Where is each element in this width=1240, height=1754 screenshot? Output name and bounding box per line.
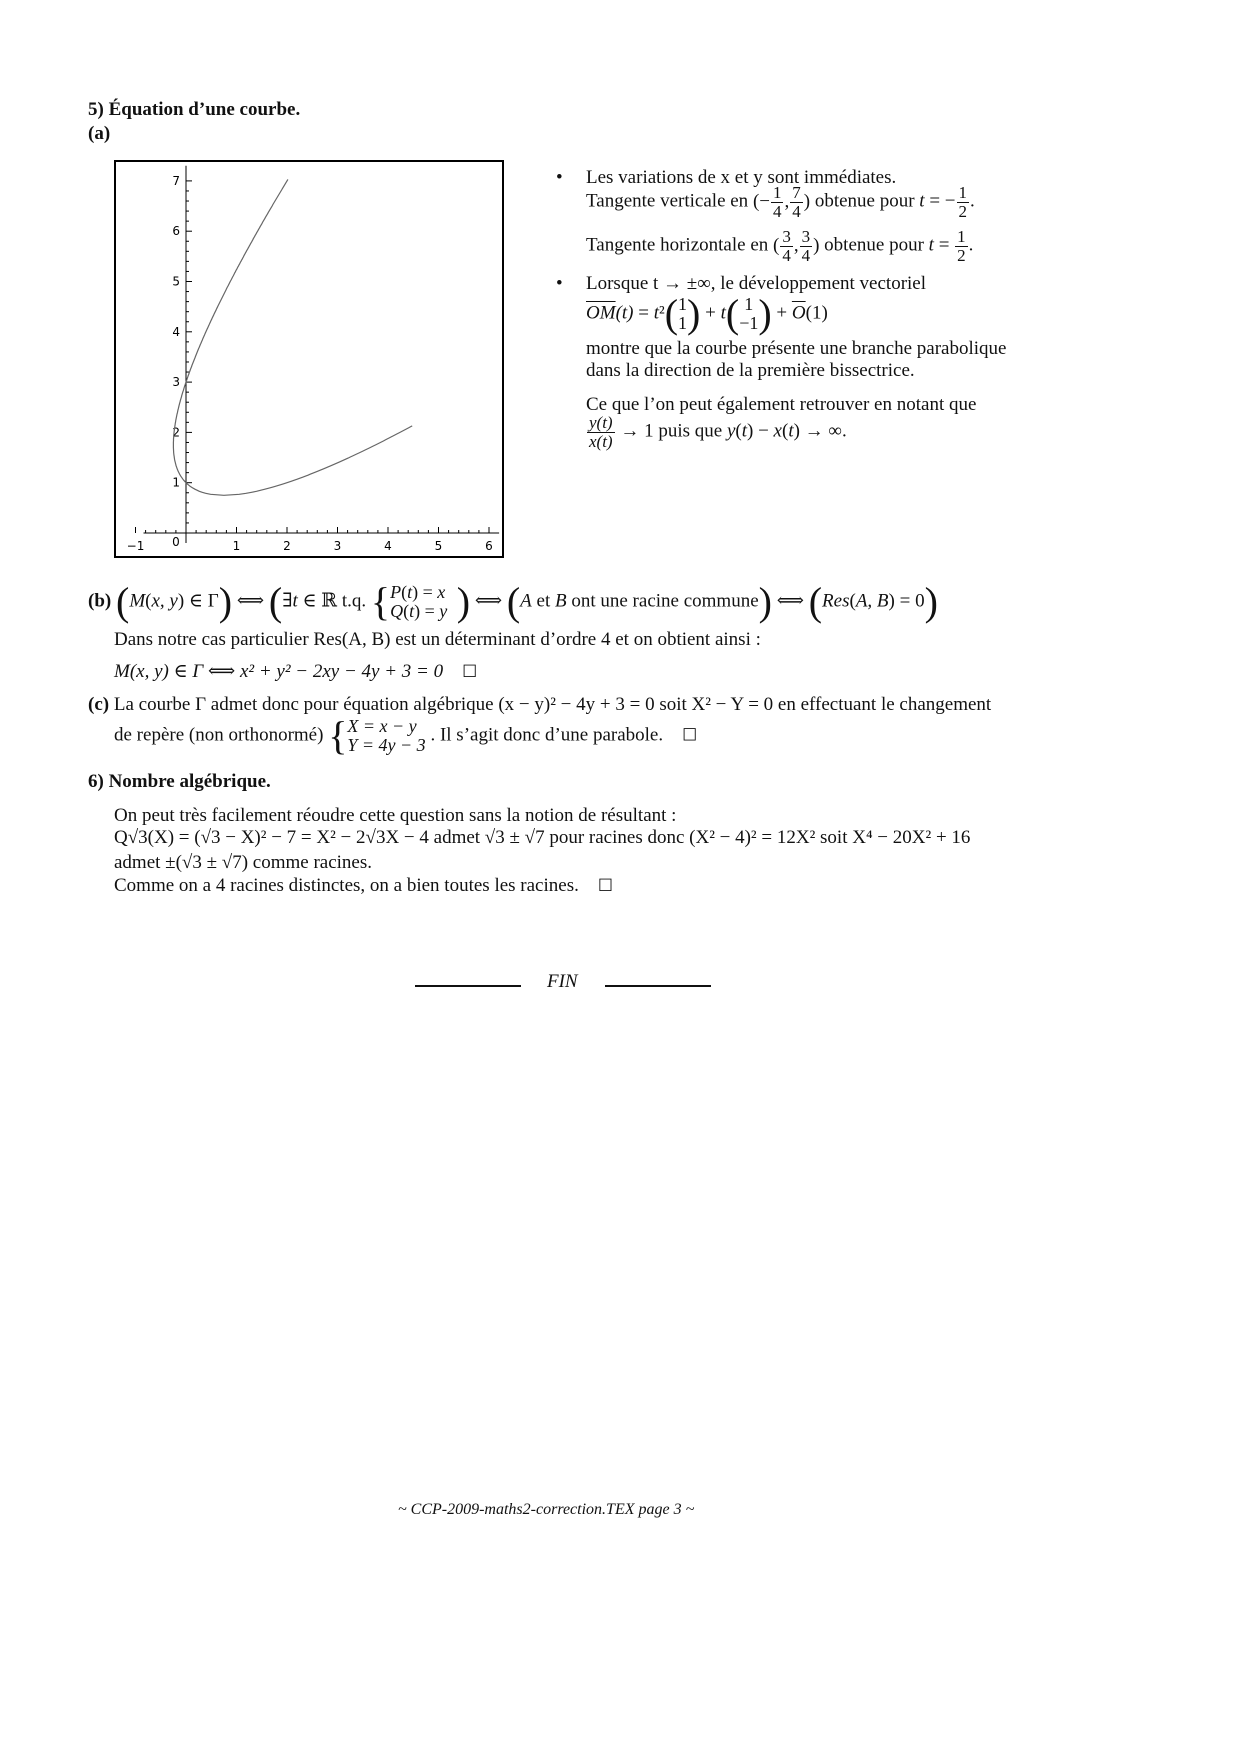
fin-rule-left [415, 985, 521, 987]
bullet1-line3: Tangente horizontale en ( $\frac{3}{4}$ , $\frac{3}{4}$ ) obtenue pour t = $\frac{1}{2}$ . [586, 227, 974, 265]
x-tick-label: 2 [283, 539, 291, 553]
qed-box: ☐ [682, 725, 698, 746]
y-tick-label: 7 [172, 173, 180, 188]
qed-box: ☐ [597, 876, 614, 896]
part-c-text: La courbe Γ admet donc pour équation algébrique (x − y)² − 4y + 3 = 0 soit X² − Y = 0 en effectuant le changement [113, 694, 992, 715]
qed-box: ☐ [462, 662, 478, 682]
section6-line2: Q√3(X) = (√3 − X)² − 7 = X² − 2√3X − 4 admet √3 ± √7 pour racines donc (X² − 4)² = 12X² soit X⁴ − 20X² + 16 [114, 827, 971, 848]
section6-line4 [114, 874, 613, 898]
bullet2-line3: montre que la courbe présente une branche parabolique [586, 338, 1007, 359]
x-tick-label: 4 [384, 539, 392, 553]
bullet-dot: • [556, 167, 563, 188]
x-tick-label: 5 [434, 539, 443, 553]
x-tick-label: 3 [333, 539, 342, 553]
fin-rule-right [605, 985, 711, 987]
bullet2-line4: dans la direction de la première bissectrice. [586, 360, 915, 381]
y-tick-label: 2 [172, 425, 180, 440]
curve-plot [116, 162, 502, 556]
part-c-prefix: de repère (non orthonormé) [114, 724, 324, 746]
y-tick-label: 3 [172, 375, 180, 390]
part-c-suffix: . Il s’agit donc d’une parabole. [430, 724, 664, 746]
part-b-equivalences: (b) (M(x, y) ∈ Γ) ⟺ (∃t ∈ ℝ t.q. { P(t) = x Q(t) = y ) ⟺ (A et B ont une racine commune) ⟺ (Res(A, B) = 0) [88, 579, 938, 624]
x-tick-label: −1 [126, 539, 145, 553]
bullet1-line2: Tangente verticale en (− $\frac{1}{4}$ , $\frac{7}{4}$ ) obtenue pour t = − $\frac{1}{2}$ . [586, 183, 975, 221]
section6-conclusion: Comme on a 4 racines distinctes, on a bien toutes les racines. [114, 875, 579, 896]
page-footer: ~ CCP-2009-maths2-correction.TEX page 3 ~ [398, 1501, 695, 1518]
plot-frame [114, 160, 504, 558]
part-b-line3 [114, 660, 477, 684]
vertical-tangent-param: t [919, 190, 925, 212]
bullet2-line6: $\frac{y(t)}{x(t)}$ → 1 puis que y(t) − x(t) → ∞. [589, 413, 847, 451]
part-c-label: (c) [88, 694, 110, 715]
horizontal-tangent-param: t [928, 234, 934, 256]
part-c-line1 [88, 693, 991, 717]
part-a-label: (a) [88, 123, 111, 144]
section-6-title: 6) Nombre algébrique. [88, 771, 271, 792]
fin-label: FIN [547, 971, 578, 992]
curve-gamma [173, 179, 412, 495]
bullet1-line2-mid: obtenue pour [814, 190, 915, 212]
section6-line1: On peut très facilement réoudre cette question sans la notion de résultant : [114, 805, 677, 826]
x-tick-label: 0 [172, 535, 180, 549]
bullet1-line1: Les variations de x et y sont immédiates. [586, 167, 897, 188]
bullet2-line5: Ce que l’on peut également retrouver en notant que [586, 394, 977, 415]
bullet2-line1: Lorsque t → ±∞, le développement vectoriel [586, 273, 927, 294]
bullet1-line2-prefix: Tangente verticale en [586, 190, 749, 212]
y-tick-label: 1 [172, 475, 180, 490]
x-tick-label: 6 [485, 539, 493, 553]
y-tick-label: 6 [172, 224, 180, 239]
cartesian-equation: M(x, y) ∈ Γ ⟺ x² + y² − 2xy − 4y + 3 = 0 [114, 661, 444, 682]
part-b-line2: Dans notre cas particulier Res(A, B) est un déterminant d’ordre 4 et on obtient ainsi : [114, 629, 761, 650]
bullet1-line3-mid: obtenue pour [824, 234, 924, 256]
bullet-dot: • [556, 273, 563, 294]
part-b-label: (b) [88, 590, 112, 612]
section-5-title: 5) Équation d’une courbe. [88, 99, 301, 120]
asymptotic-expansion: $\overline{OM}(t) = t^2$( 1 1 ) + t( 1 −1 ) + $\overline{O}(1)$ [586, 291, 828, 336]
section6-line3: admet ±(√3 ± √7) comme racines. [114, 852, 373, 873]
bullet1-line3-prefix: Tangente horizontale en [586, 234, 769, 256]
y-tick-label: 5 [172, 274, 180, 289]
x-tick-label: 1 [232, 539, 241, 553]
y-tick-label: 4 [172, 324, 180, 339]
vertical-tangent-point: (− $\frac{1}{4}$ , $\frac{7}{4}$ ) [752, 183, 811, 221]
horizontal-tangent-point: ( $\frac{3}{4}$ , $\frac{3}{4}$ ) [773, 227, 820, 265]
part-c-line2: de repère (non orthonormé) { X = x − y Y = 4y − 3 . Il s’agit donc d’une parabole. ☐ [114, 713, 698, 758]
